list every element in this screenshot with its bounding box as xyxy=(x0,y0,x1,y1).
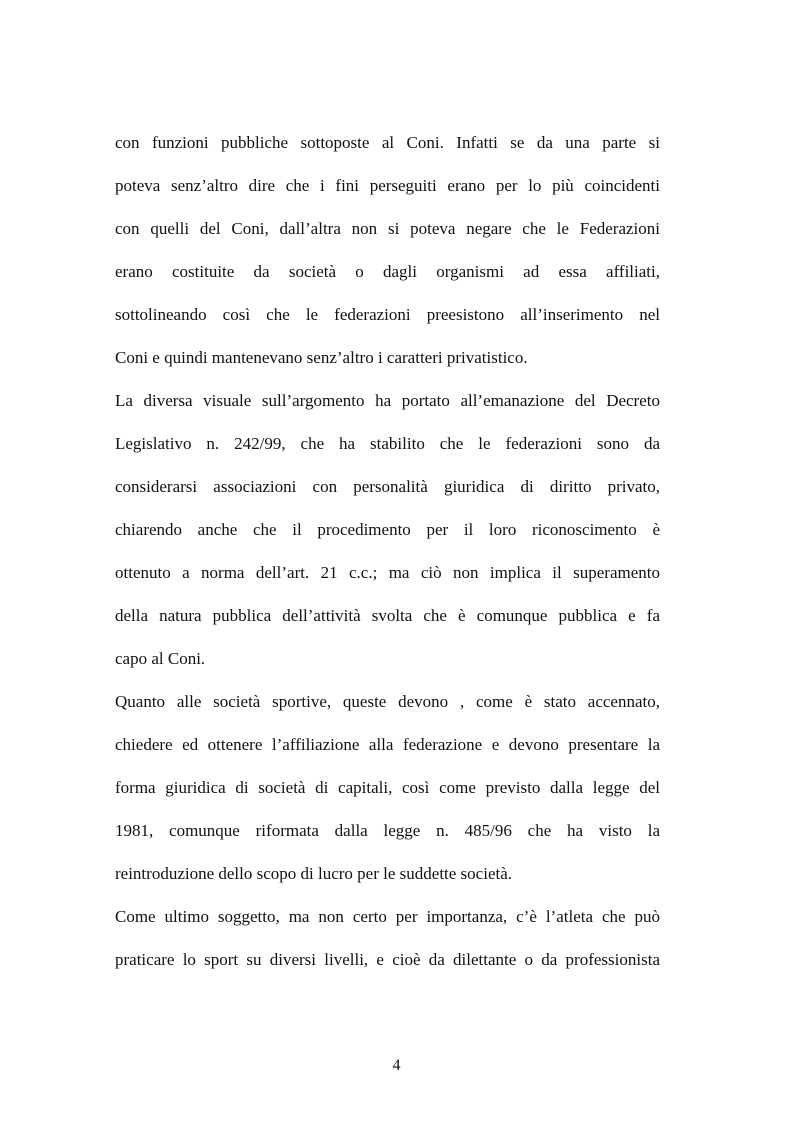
text-line: forma giuridica di società di capitali, così come previsto dalla legge del xyxy=(115,778,660,797)
text-line: Quanto alle società sportive, queste devono , come è stato accennato, xyxy=(115,692,660,711)
text-line: Come ultimo soggetto, ma non certo per importanza, c’è l’atleta che può xyxy=(115,907,660,926)
text-line: poteva senz’altro dire che i fini perseguiti erano per lo più coincidenti xyxy=(115,176,660,195)
text-line: Legislativo n. 242/99, che ha stabilito che le federazioni sono da xyxy=(115,434,660,453)
text-line: ottenuto a norma dell’art. 21 c.c.; ma ciò non implica il superamento xyxy=(115,563,660,582)
text-line: con quelli del Coni, dall’altra non si poteva negare che le Federazioni xyxy=(115,219,660,238)
text-line: 1981, comunque riformata dalla legge n. 485/96 che ha visto la xyxy=(115,821,660,840)
text-line: chiarendo anche che il procedimento per il loro riconoscimento è xyxy=(115,520,660,539)
page-number: 4 xyxy=(392,1057,401,1074)
text-line: Coni e quindi mantenevano senz’altro i caratteri privatistico. xyxy=(115,348,528,367)
text-line: con funzioni pubbliche sottoposte al Coni. Infatti se da una parte si xyxy=(115,133,660,152)
text-line: della natura pubblica dell’attività svolta che è comunque pubblica e fa xyxy=(115,606,660,625)
text-line: sottolineando così che le federazioni preesistono all’inserimento nel xyxy=(115,305,660,324)
body-text xyxy=(115,124,660,984)
text-line: praticare lo sport su diversi livelli, e cioè da dilettante o da professionista xyxy=(115,950,660,969)
text-line: capo al Coni. xyxy=(115,649,206,668)
text-line: chiedere ed ottenere l’affiliazione alla federazione e devono presentare la xyxy=(115,735,660,754)
text-line: considerarsi associazioni con personalità giuridica di diritto privato, xyxy=(115,477,660,496)
text-line: reintroduzione dello scopo di lucro per le suddette società. xyxy=(115,864,513,883)
text-line: erano costituite da società o dagli organismi ad essa affiliati, xyxy=(115,262,660,281)
text-line: La diversa visuale sull’argomento ha portato all’emanazione del Decreto xyxy=(115,391,660,410)
